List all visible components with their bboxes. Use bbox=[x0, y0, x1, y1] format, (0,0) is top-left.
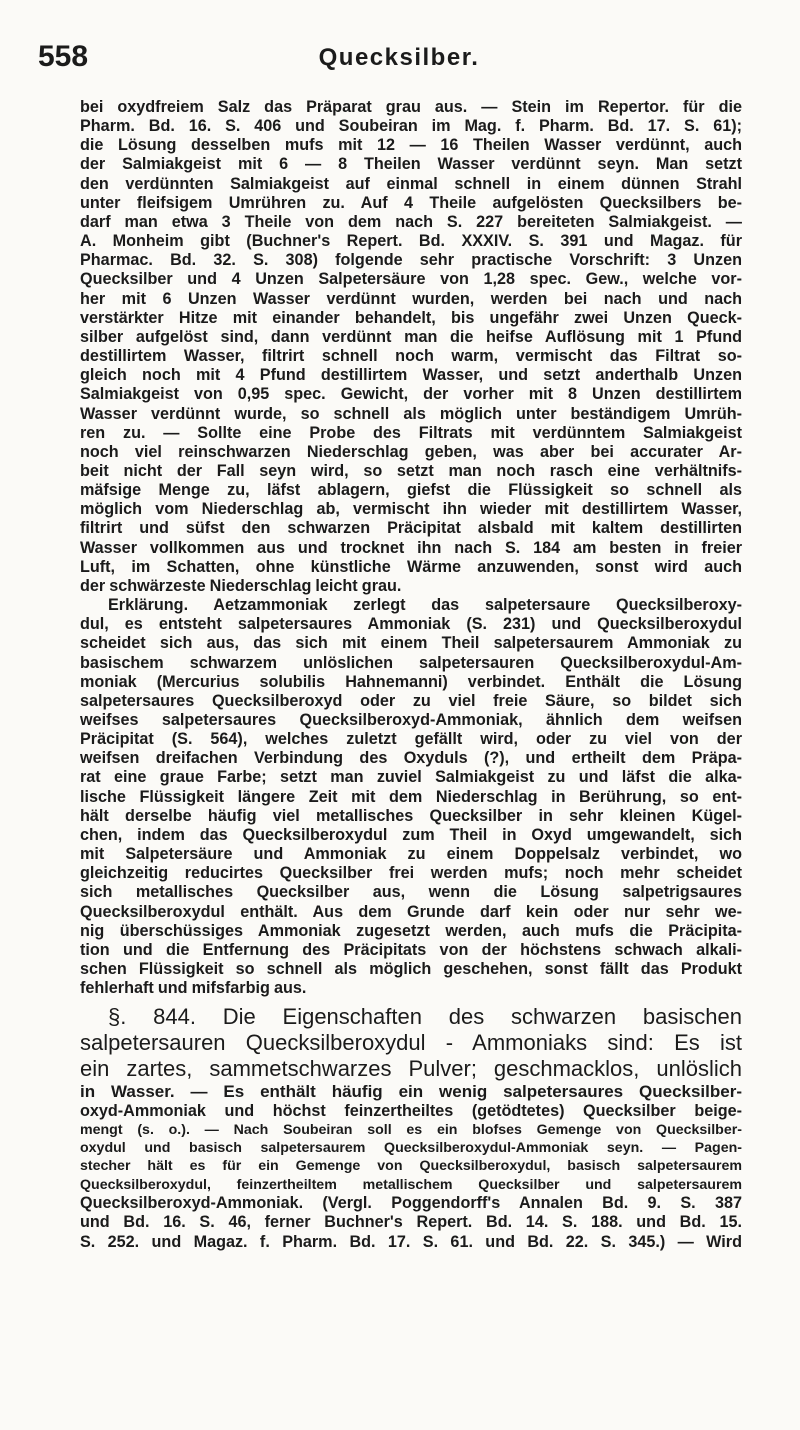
text-line: mengt (s. o.). — Nach Soubeiran soll es ein blofses Gemenge von Quecksilber- bbox=[80, 1121, 742, 1138]
text-line: gleichzeitig reducirtes Quecksilber frei werden mufs; noch mehr scheidet bbox=[80, 864, 742, 883]
text-line: in Wasser. — Es enthält häufig ein wenig salpetersaures Quecksilber- bbox=[80, 1082, 742, 1102]
text-line: hält derselbe häufig viel metallisches Quecksilber in sehr kleinen Kügel- bbox=[80, 806, 742, 825]
text-line: Wasser verdünnt wurde, so schnell als möglich unter beständigem Umrüh- bbox=[80, 404, 742, 423]
text-line: die Lösung desselben mufs mit 12 — 16 Theilen Wasser verdünnt, auch bbox=[80, 136, 742, 155]
text-line: scheidet sich aus, das sich mit einem Theil salpetersaurem Ammoniak zu bbox=[80, 634, 742, 653]
text-line: mit Salpetersäure und Ammoniak zu einem Doppelsalz verbindet, wo bbox=[80, 845, 742, 864]
text-line: filtrirt und süfst den schwarzen Präcipitat alsbald mit kaltem destillirten bbox=[80, 519, 742, 538]
text-line: Präcipitat (S. 564), welches zuletzt gefällt wird, oder zu viel von der bbox=[80, 730, 742, 749]
page-header bbox=[38, 40, 760, 80]
text-line: weifses salpetersaures Quecksilberoxyd-Ammoniak, ähnlich dem weifsen bbox=[80, 711, 742, 729]
text-line: lische Flüssigkeit längere Zeit mit dem Niederschlag in Berührung, so ent- bbox=[80, 787, 742, 806]
text-line: Quecksilberoxydul, feinzertheiltem metallischem Quecksilber und salpetersaurem bbox=[80, 1176, 742, 1193]
text-line: nig überschüssiges Ammoniak zugesetzt werden, auch mufs die Präcipita- bbox=[80, 921, 742, 940]
text-line: Luft, im Schatten, ohne künstliche Wärme anzuwenden, sonst wird auch bbox=[80, 557, 742, 576]
text-line: Wasser vollkommen aus und trocknet ihn nach S. 184 am besten in freier bbox=[80, 538, 742, 557]
text-line: und Bd. 16. S. 46, ferner Buchner's Repert. Bd. 14. S. 188. und Bd. 15. bbox=[80, 1213, 742, 1232]
text-line: bei oxydfreiem Salz das Präparat grau aus. — Stein im Repertor. für die bbox=[80, 98, 742, 116]
text-line: oxydul und basisch salpetersaurem Quecksilberoxydul-Ammoniak seyn. — Pagen- bbox=[80, 1140, 742, 1157]
text-line: beit nicht der Fall seyn wird, so setzt man noch rasch eine verhältnifs- bbox=[80, 461, 742, 480]
text-line: moniak (Mercurius solubilis Hahnemanni) verbindet. Enthält die Lösung bbox=[80, 672, 742, 691]
paragraph-properties bbox=[80, 1082, 742, 1251]
text-line: verstärkter Hitze mit einander behandelt, bis ungefähr zwei Unzen Queck- bbox=[80, 308, 742, 327]
text-line: basischem schwarzem unlöslichen salpetersauren Quecksilberoxydul-Am- bbox=[80, 653, 742, 672]
running-head: Quecksilber. bbox=[318, 44, 480, 71]
text-line: A. Monheim gibt (Buchner's Repert. Bd. XXXIV. S. 391 und Magaz. für bbox=[80, 232, 742, 251]
text-line: Quecksilber und 4 Unzen Salpetersäure von 1,28 spec. Gew., welche vor- bbox=[80, 270, 742, 289]
paragraph-preparation bbox=[80, 98, 742, 596]
text-line: Pharmac. Bd. 32. S. 308) folgende sehr practische Vorschrift: 3 Unzen bbox=[80, 251, 742, 270]
text-line: Salmiakgeist von 0,95 spec. Gewicht, der vorher mit 8 Unzen destillirtem bbox=[80, 385, 742, 404]
text-line: unter fleifsigem Umrühren zu. Auf 4 Theile aufgelösten Quecksilbers be- bbox=[80, 193, 742, 212]
text-line: her mit 6 Unzen Wasser verdünnt wurden, werden bei nach und nach bbox=[80, 289, 742, 308]
text-line: der schwärzeste Niederschlag leicht grau. bbox=[80, 576, 402, 595]
text-line: ren zu. — Sollte eine Probe des Filtrats mit verdünntem Salmiakgeist bbox=[80, 423, 742, 442]
text-line: destillirtem Wasser, filtrirt schnell noch warm, vermischt das Filtrat so- bbox=[80, 347, 742, 366]
text-line: salpetersauren Quecksilberoxydul - Ammoniaks sind: Es ist bbox=[80, 1030, 742, 1056]
body-text bbox=[80, 98, 742, 1252]
text-line: oxyd-Ammoniak und höchst feinzertheiltes (getödtetes) Quecksilber beige- bbox=[80, 1101, 742, 1120]
text-line: Quecksilberoxydul enthält. Aus dem Grunde darf kein oder nur sehr we- bbox=[80, 902, 742, 921]
text-line: dul, es entsteht salpetersaures Ammoniak (S. 231) und Quecksilberoxydul bbox=[80, 615, 742, 634]
section-heading-844 bbox=[80, 1004, 742, 1082]
text-line: ein zartes, sammetschwarzes Pulver; geschmacklos, unlöslich bbox=[80, 1056, 742, 1082]
text-line: schen Flüssigkeit so schnell als möglich geschehen, sonst fällt das Produkt bbox=[80, 960, 742, 979]
text-line: Quecksilberoxyd-Ammoniak. (Vergl. Poggendorff's Annalen Bd. 9. S. 387 bbox=[80, 1194, 742, 1213]
page-number: 558 bbox=[38, 40, 89, 73]
text-line: gleich noch mit 4 Pfund destillirtem Wasser, und setzt anderthalb Unzen bbox=[80, 366, 742, 385]
text-line: darf man etwa 3 Theile von dem nach S. 227 bereiteten Salmiakgeist. — bbox=[80, 212, 742, 231]
text-line: stecher hält es für ein Gemenge von Quecksilberoxydul, basisch salpetersaurem bbox=[80, 1158, 742, 1175]
text-line: der Salmiakgeist mit 6 — 8 Theilen Wasser verdünnt seyn. Man setzt bbox=[80, 155, 742, 174]
text-line: mäfsige Menge zu, läfst ablagern, giefst die Flüssigkeit so schnell als bbox=[80, 481, 742, 500]
text-line: silber aufgelöst sind, dann verdünnt man die heifse Auflösung mit 1 Pfund bbox=[80, 327, 742, 346]
text-line: tion und die Entfernung des Präcipitats von der höchstens schwach alkali- bbox=[80, 940, 742, 959]
text-line: §. 844. Die Eigenschaften des schwarzen basischen bbox=[108, 1004, 742, 1030]
text-line: Erklärung. Aetzammoniak zerlegt das salpetersaure Quecksilberoxy- bbox=[108, 596, 742, 615]
text-line: noch viel reinschwarzen Niederschlag geben, was aber bei accurater Ar- bbox=[80, 442, 742, 461]
text-line: sich metallisches Quecksilber aus, wenn die Lösung salpetrigsaures bbox=[80, 883, 742, 902]
text-line: rat eine graue Farbe; setzt man zuviel Salmiakgeist zu und läfst die alka- bbox=[80, 768, 742, 787]
text-line: chen, indem das Quecksilberoxydul zum Theil in Oxyd umgewandelt, sich bbox=[80, 825, 742, 844]
text-line: den verdünnten Salmiakgeist auf einmal schnell in einem dünnen Strahl bbox=[80, 174, 742, 193]
text-line: möglich vom Niederschlag ab, vermischt ihn wieder mit destillirtem Wasser, bbox=[80, 500, 742, 519]
text-line: S. 252. und Magaz. f. Pharm. Bd. 17. S. 61. und Bd. 22. S. 345.) — Wird bbox=[80, 1232, 742, 1251]
text-line: weifsen dreifachen Verbindung des Oxyduls (?), und ertheilt dem Präpa- bbox=[80, 749, 742, 768]
text-line: fehlerhaft und mifsfarbig aus. bbox=[80, 979, 307, 998]
text-line: salpetersaures Quecksilberoxyd oder zu viel freie Säure, so bildet sich bbox=[80, 691, 742, 710]
paragraph-explanation bbox=[80, 596, 742, 998]
text-line: Pharm. Bd. 16. S. 406 und Soubeiran im Mag. f. Pharm. Bd. 17. S. 61); bbox=[80, 117, 742, 136]
